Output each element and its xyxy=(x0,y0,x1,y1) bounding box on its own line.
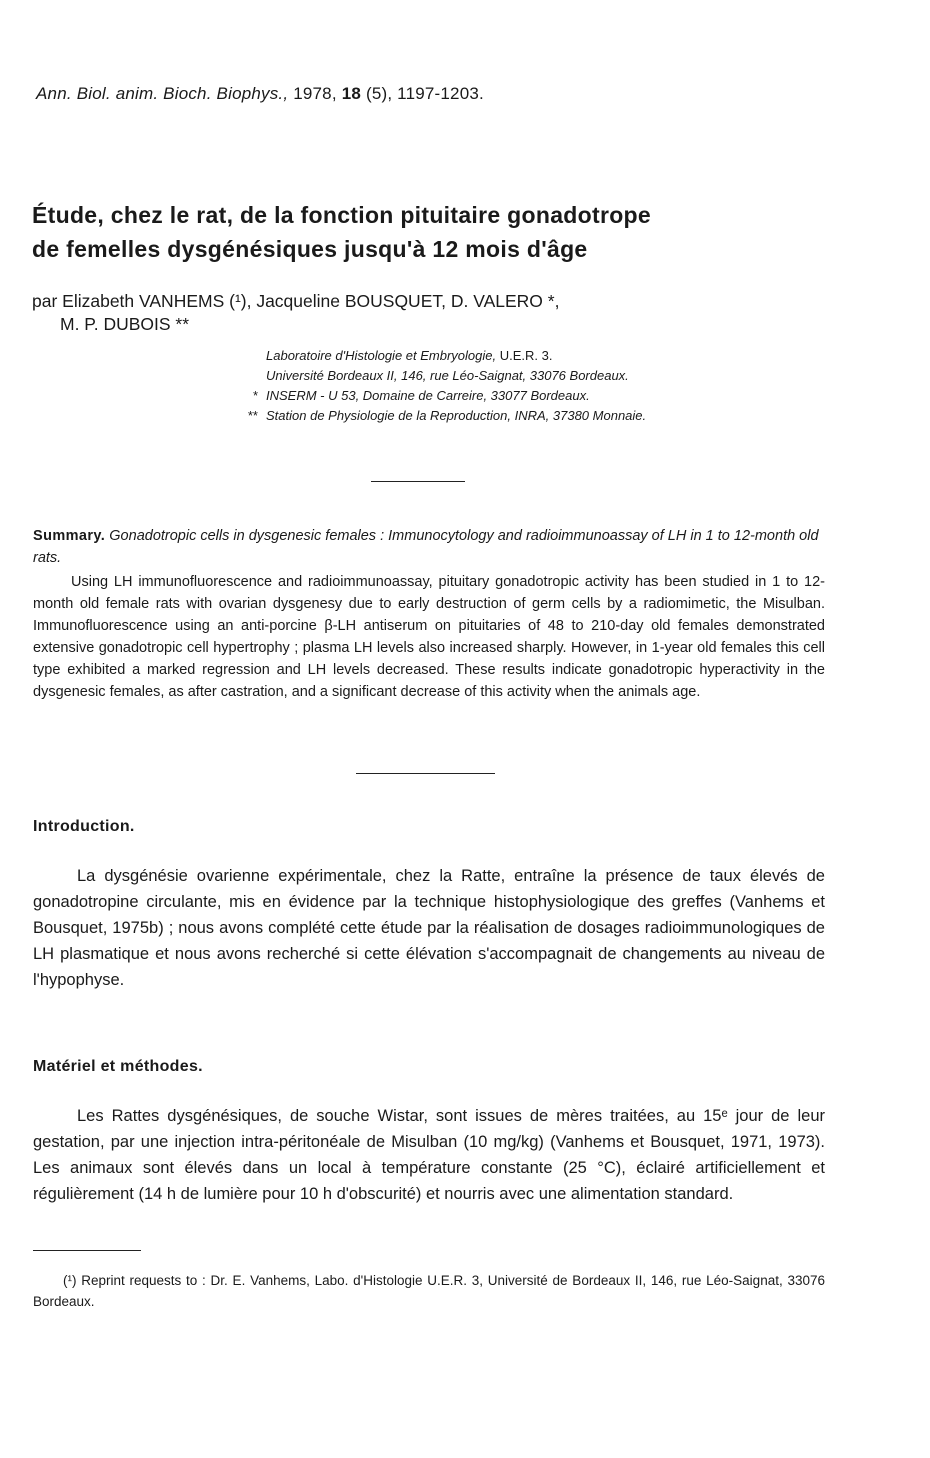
separator-rule xyxy=(356,773,495,774)
affiliation-text: Laboratoire d'Histologie et Embryologie, xyxy=(266,348,497,363)
affiliation-item xyxy=(226,406,846,426)
affiliation-marker: * xyxy=(252,388,258,403)
citation-year: 1978, xyxy=(293,84,337,103)
footnote: (¹) Reprint requests to : Dr. E. Vanhems, Labo. d'Histologie U.E.R. 3, Université de Bordeaux II, 146, rue Léo-Saignat, 33076 Bordeaux. xyxy=(33,1273,825,1309)
affiliation-text: Université Bordeaux II, 146, rue Léo-Saignat, 33076 Bordeaux. xyxy=(266,368,629,383)
affiliation-text-upright: U.E.R. 3. xyxy=(496,348,553,363)
summary-heading: Summary. xyxy=(33,528,106,544)
separator-rule xyxy=(371,481,465,482)
introduction-heading: Introduction. xyxy=(33,818,135,835)
footnote-rule xyxy=(33,1250,141,1251)
title-line-2: de femelles dysgénésiques jusqu'à 12 mois d'âge xyxy=(32,236,588,262)
journal-name: Ann. Biol. anim. Bioch. Biophys., xyxy=(36,84,289,103)
affiliation-item xyxy=(226,386,846,406)
summary-body: Using LH immunofluorescence and radioimmunoassay, pituitary gonadotropic activity has been studied in 1 to 12-month old female rats with ovarian dysgenesy due to early destruction of germ cells by a radiomimetic, the Misulban. Immunofluorescence using an anti-porcine β-LH antiserum on pituitaries of 48 to 210-day old females demonstrated extensive gonadotropic cell hypertrophy ; plasma LH levels also increased sharply. However, in 1-year old females this cell type exhibited a marked regression and LH levels decreased. These results indicate gonadotropic hyperactivity in the dysgenesic females, as after castration, and a significant decrease of this activity when the animals age. xyxy=(33,574,825,700)
authors-line-2: M. P. DUBOIS ** xyxy=(60,314,190,334)
citation-volume: 18 xyxy=(341,84,362,103)
affiliation-marker: ** xyxy=(247,408,258,423)
affiliations xyxy=(226,346,846,426)
summary-subtitle: Gonadotropic cells in dysgenesic females : Immunocytology and radioimmunoassay of LH in 1 to 12-month old rats. xyxy=(33,528,819,566)
author-list xyxy=(32,290,892,336)
article-title xyxy=(32,198,892,266)
title-line-1: Étude, chez le rat, de la fonction pituitaire gonadotrope xyxy=(32,202,651,228)
methods-heading: Matériel et méthodes. xyxy=(33,1058,203,1075)
summary-section xyxy=(33,525,825,703)
citation-issue-pages: (5), 1197-1203. xyxy=(365,84,484,103)
affiliation-marker xyxy=(226,366,266,386)
affiliation-marker xyxy=(226,346,266,366)
introduction-paragraph: La dysgénésie ovarienne expérimentale, chez la Ratte, entraîne la présence de taux élevés de gonadotropine circulante, mis en évidence par la technique histophysiologique des greffes (Vanhems et Bousquet, 1975b) ; nous avons complété cette étude par la réalisation de dosages radioimmunologiques de LH plasmatique et nous avons recherché si cette élévation s'accompagnait de changements au niveau de l'hypophyse. xyxy=(33,867,825,989)
authors-line-1: par Elizabeth VANHEMS (¹), Jacqueline BOUSQUET, D. VALERO *, xyxy=(32,291,560,311)
affiliation-item xyxy=(226,366,846,386)
methods-paragraph: Les Rattes dysgénésiques, de souche Wistar, sont issues de mères traitées, au 15ᵉ jour de leur gestation, par une injection intra-péritonéale de Misulban (10 mg/kg) (Vanhems et Bousquet, 1971, 1973). Les animaux sont élevés dans un local à température constante (25 °C), éclairé artificiellement et régulièrement (14 h de lumière pour 10 h d'obscurité) et nourris avec une alimentation standard. xyxy=(33,1107,825,1203)
affiliation-text: Station de Physiologie de la Reproduction, INRA, 37380 Monnaie. xyxy=(266,408,647,423)
citation-line xyxy=(36,84,484,104)
affiliation-item xyxy=(226,346,846,366)
affiliation-text: INSERM - U 53, Domaine de Carreire, 33077 Bordeaux. xyxy=(266,388,590,403)
